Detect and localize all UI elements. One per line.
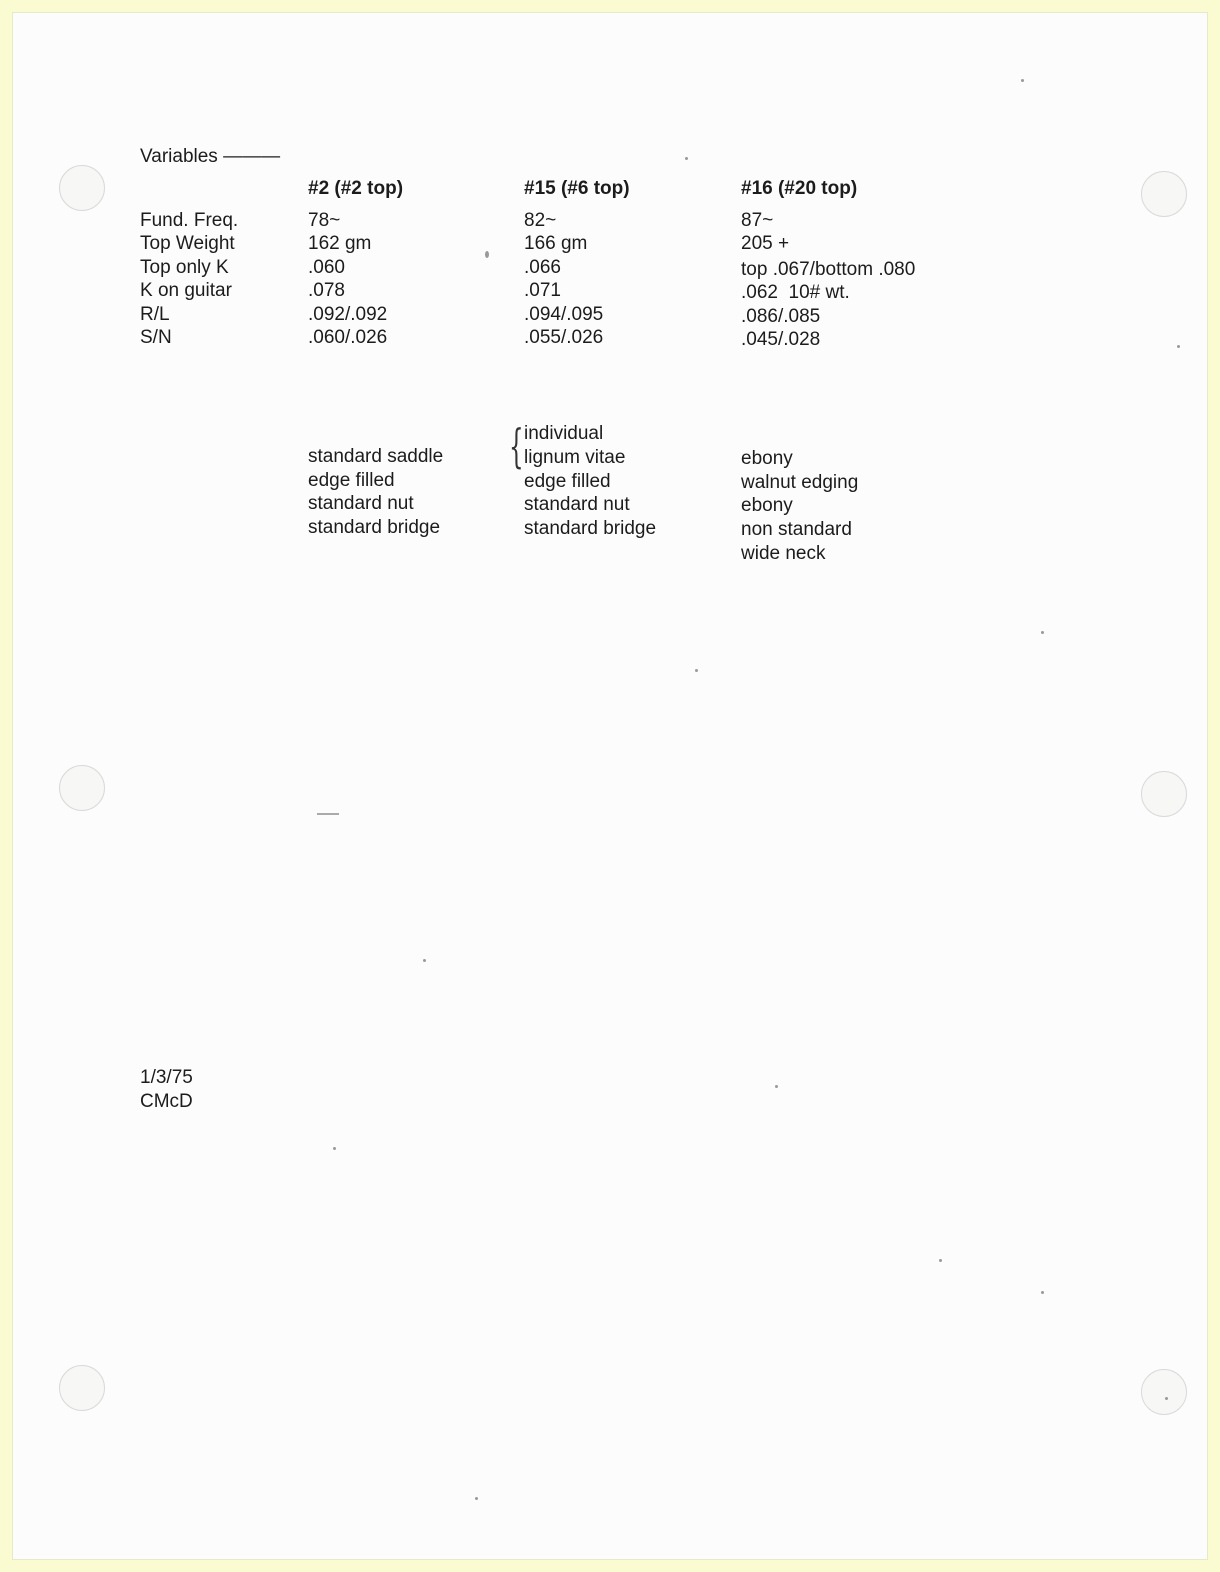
note-item: standard nut: [308, 493, 414, 514]
scan-speck: [423, 959, 426, 962]
measurement-cell: .094/.095: [524, 304, 604, 325]
scan-speck: [685, 157, 688, 160]
measurement-cell: 82~: [524, 210, 557, 231]
row-label-top-weight: Top Weight: [140, 233, 235, 254]
measurement-cell: top .067/bottom .080: [741, 259, 916, 280]
measurement-cell: .055/.026: [524, 327, 604, 348]
row-label-r-l: R/L: [140, 304, 170, 325]
measurement-cell: .078: [308, 280, 345, 301]
scan-speck: [1041, 1291, 1044, 1294]
measurement-cell: 162 gm: [308, 233, 372, 254]
row-label-top-only-k: Top only K: [140, 257, 229, 278]
measurement-cell: .092/.092: [308, 304, 388, 325]
scan-speck: [475, 1497, 478, 1500]
document-page: [12, 12, 1208, 1560]
note-item: standard bridge: [524, 518, 657, 539]
note-item: lignum vitae: [524, 447, 626, 468]
measurement-cell: .060: [308, 257, 345, 278]
column-header-16: #16 (#20 top): [741, 178, 858, 199]
note-item: edge filled: [308, 470, 395, 491]
measurement-cell: .071: [524, 280, 561, 301]
measurement-cell: 166 gm: [524, 233, 588, 254]
scan-speck: [1041, 631, 1044, 634]
note-item: standard nut: [524, 494, 630, 515]
measurement-cell: 78~: [308, 210, 341, 231]
punch-hole-right-bottom: [1141, 1369, 1187, 1415]
note-item: walnut edging: [741, 472, 859, 493]
scan-speck: [695, 669, 698, 672]
scan-speck: [1177, 345, 1180, 348]
note-item: non standard: [741, 519, 852, 540]
punch-hole-left-bottom: [59, 1365, 105, 1411]
measurement-cell: .066: [524, 257, 561, 278]
footer-initials: CMcD: [140, 1091, 193, 1112]
scan-speck: [1165, 1397, 1168, 1400]
page-title: Variables ———: [140, 146, 281, 167]
measurement-cell: 205 +: [741, 233, 790, 254]
column-header-2: #2 (#2 top): [308, 178, 404, 199]
row-label-k-on-guitar: K on guitar: [140, 280, 232, 301]
scan-speck: [775, 1085, 778, 1088]
scan-speck: [333, 1147, 336, 1150]
note-item: ebony: [741, 495, 793, 516]
punch-hole-right-middle: [1141, 771, 1187, 817]
scan-speck: [1021, 79, 1024, 82]
note-item: ebony: [741, 448, 793, 469]
row-label-s-n: S/N: [140, 327, 172, 348]
footer-date: 1/3/75: [140, 1067, 193, 1088]
note-item: standard saddle: [308, 446, 444, 467]
note-item: individual: [524, 423, 604, 444]
measurement-cell: .060/.026: [308, 327, 388, 348]
column-header-15: #15 (#6 top): [524, 178, 630, 199]
note-item: standard bridge: [308, 517, 441, 538]
punch-hole-left-top: [59, 165, 105, 211]
measurement-cell: .045/.028: [741, 329, 821, 350]
punch-hole-right-top: [1141, 171, 1187, 217]
measurement-cell: .062 10# wt.: [741, 282, 850, 303]
punch-hole-left-middle: [59, 765, 105, 811]
scan-speck: [317, 813, 339, 815]
measurement-cell: 87~: [741, 210, 774, 231]
note-item: edge filled: [524, 471, 611, 492]
row-label-fund-freq: Fund. Freq.: [140, 210, 239, 231]
brace-mark: {: [509, 419, 524, 473]
scan-speck: [485, 251, 489, 258]
scan-speck: [939, 1259, 942, 1262]
note-item: wide neck: [741, 543, 826, 564]
measurement-cell: .086/.085: [741, 306, 821, 327]
